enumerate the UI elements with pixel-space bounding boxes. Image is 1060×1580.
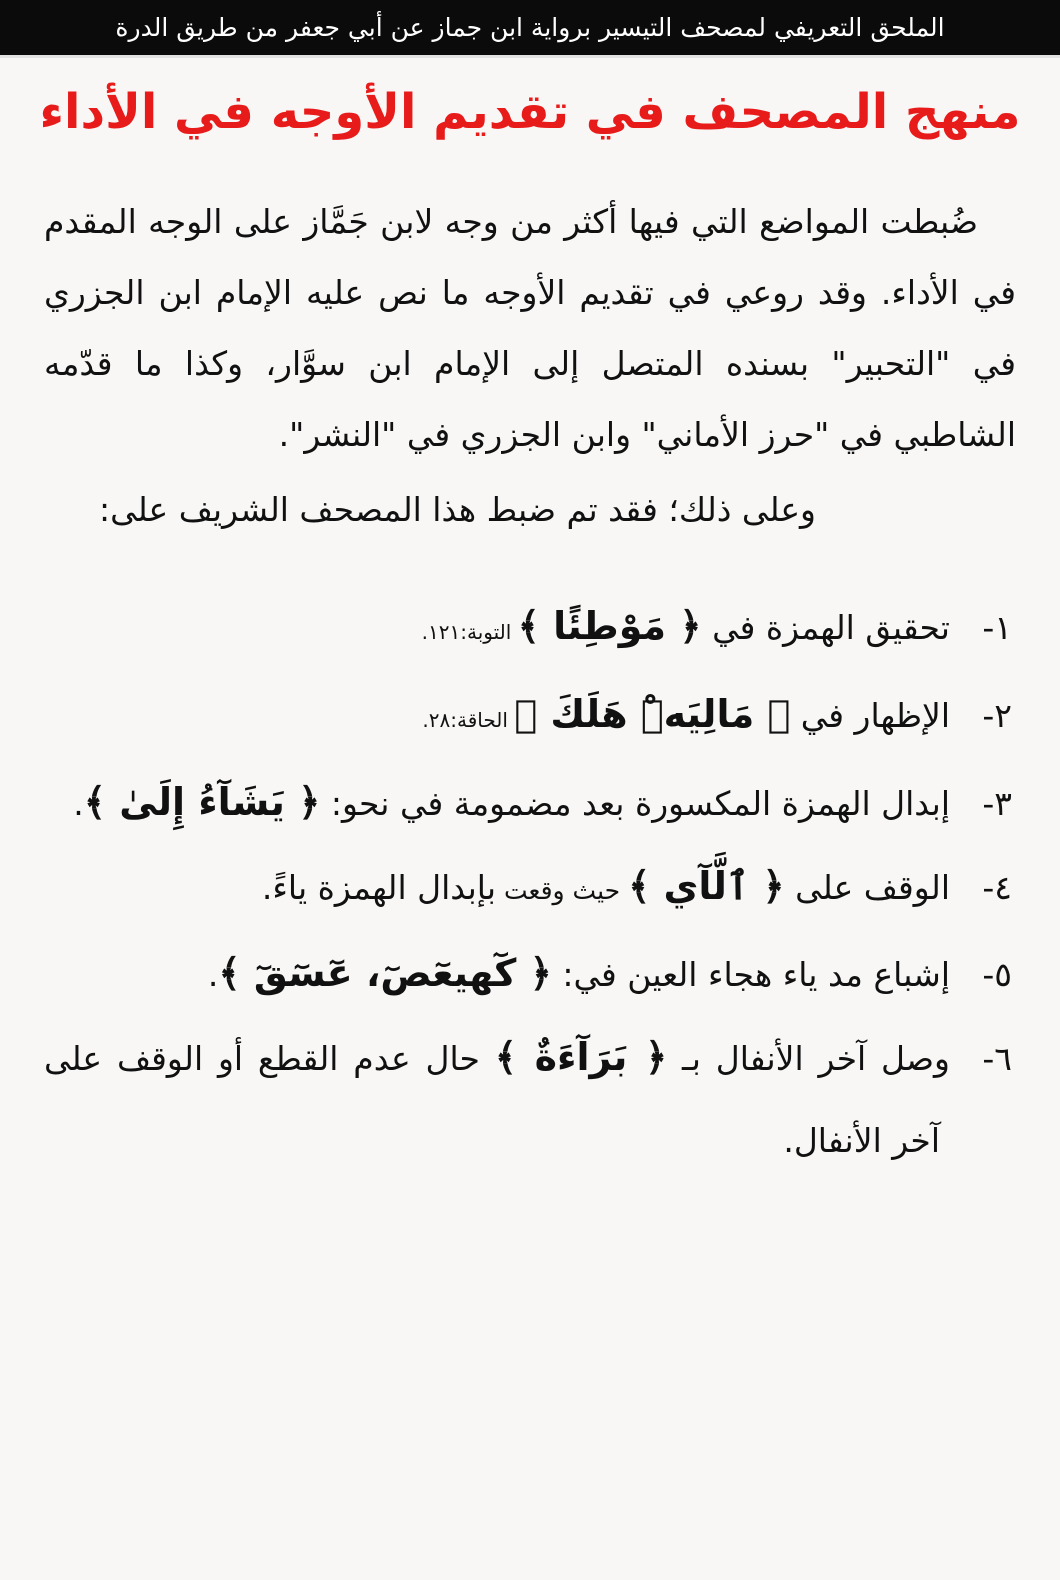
header-bar — [0, 0, 1060, 58]
list-item — [44, 585, 1012, 673]
list-item-text-after: حال عدم القطع أو الوقف على آخر الأنفال. — [44, 1039, 940, 1160]
list-item — [44, 932, 1012, 1016]
intro-paragraph: ضُبطت المواضع التي فيها أكثر من وجه لابن جَمَّاز على الوجه المقدم في الأداء. وقد روعي في تقديم الأوجه ما نص عليه الإمام ابن الجزري في "التحبير" بسنده المتصل إلى الإمام ابن سوَّار، وكذا ما قدّمه الشاطبي في "حرز الأماني" وابن الجزري في "النشر". — [44, 202, 1016, 454]
list-item-number: ٦- — [982, 1039, 1012, 1078]
list-item-text: تحقيق الهمزة في — [701, 608, 950, 647]
quran-quote: ﴿ يَشَآءُ إِلَىٰ ﴾ — [83, 780, 321, 824]
list-item-text: إبدال الهمزة المكسورة بعد مضمومة في نحو: — [320, 784, 950, 823]
quran-quote: ﴿ مَالِيَهْۜ هَلَكَ ﴾ — [514, 692, 791, 736]
header-title: الملحق التعريفي لمصحف التيسير برواية ابن جماز عن أبي جعفر من طريق الدرة — [115, 13, 945, 42]
list-item-number: ١- — [982, 608, 1012, 647]
quran-quote: ﴿ مَوْطِئًا ﴾ — [517, 604, 702, 648]
list-item-small-text: حيث وقعت — [496, 876, 629, 905]
list-item-text: الإظهار في — [790, 696, 950, 735]
list-item-text-after: بإبدال الهمزة ياءً. — [261, 868, 497, 907]
list-item-number: ٢- — [982, 696, 1012, 735]
verse-reference: الحاقة:٢٨. — [422, 708, 515, 732]
list-item-number: ٣- — [982, 784, 1012, 823]
verse-reference: التوبة:١٢١. — [421, 620, 518, 644]
list-item — [44, 1016, 1012, 1182]
list-item-number: ٤- — [982, 868, 1012, 907]
list-item-text-after: . — [207, 955, 219, 994]
list-item-text: الوقف على — [784, 868, 950, 907]
intro-lead-in: وعلى ذلك؛ فقد تم ضبط هذا المصحف الشريف على: — [99, 490, 816, 529]
list-item-text: وصل آخر الأنفال بـ — [667, 1039, 950, 1078]
list-item — [44, 761, 1012, 845]
list-item — [44, 845, 1012, 932]
list-item-number: ٥- — [982, 955, 1012, 994]
page-title: منهج المصحف في تقديم الأوجه في الأداء — [39, 84, 1021, 140]
list-item — [44, 673, 1012, 761]
quran-quote: ﴿ بَرَآءَةٌ ﴾ — [494, 1035, 668, 1079]
quran-quote: ﴿ كٓهيعٓصٓ، عٓسٓقٓ ﴾ — [218, 951, 552, 995]
list-item-text: إشباع مد ياء هجاء العين في: — [551, 955, 950, 994]
rules-list — [44, 585, 1012, 1182]
list-item-text-after: . — [73, 784, 84, 823]
quran-quote: ﴿ ٱلَّآي ﴾ — [628, 864, 785, 908]
